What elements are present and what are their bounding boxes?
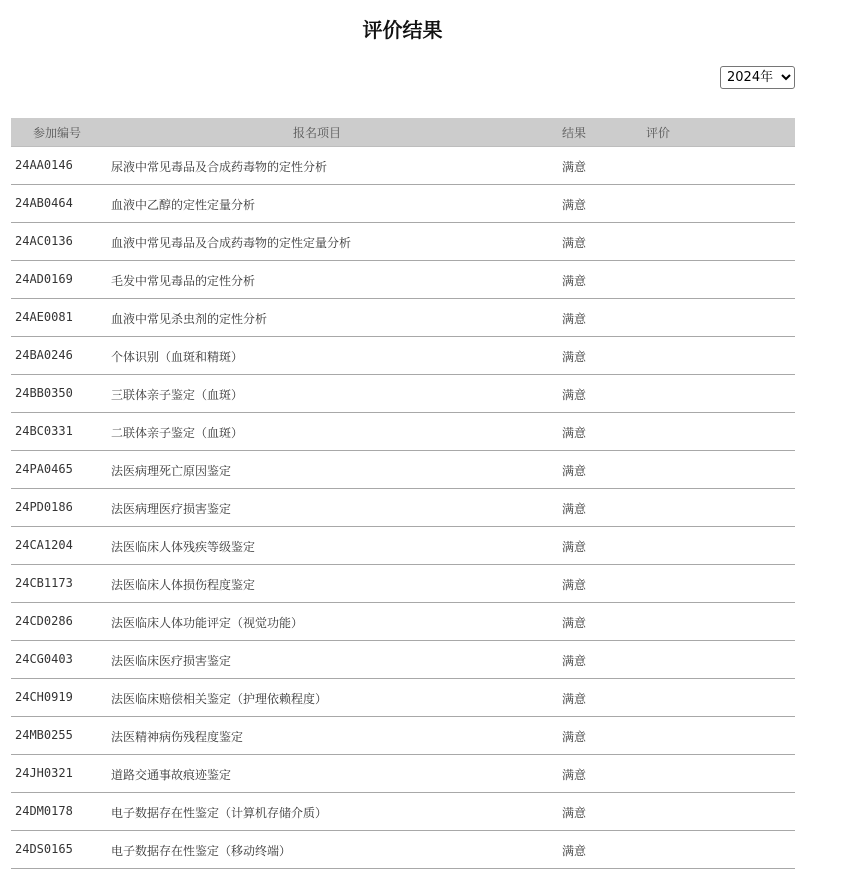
cell-project: 道路交通事故痕迹鉴定 [111, 768, 232, 782]
cell-result: 满意 [562, 502, 587, 516]
header-project: 报名项目 [293, 126, 342, 140]
cell-project: 法医临床人体残疾等级鉴定 [111, 540, 256, 554]
cell-project: 血液中常见毒品及合成药毒物的定性定量分析 [111, 236, 352, 250]
cell-project: 毛发中常见毒品的定性分析 [111, 274, 256, 288]
cell-project: 二联体亲子鉴定（血斑） [111, 426, 244, 440]
cell-project: 电子数据存在性鉴定（移动终端） [111, 844, 292, 858]
table-row [11, 261, 795, 299]
header-result: 结果 [562, 126, 587, 140]
cell-id: 24CA1204 [15, 538, 73, 552]
table-row [11, 375, 795, 413]
cell-id: 24DS0165 [15, 842, 73, 856]
table-row [11, 603, 795, 641]
cell-id: 24CG0403 [15, 652, 73, 666]
cell-project: 法医临床人体损伤程度鉴定 [111, 578, 256, 592]
cell-result: 满意 [562, 198, 587, 212]
table-row [11, 413, 795, 451]
table-row [11, 489, 795, 527]
cell-id: 24CD0286 [15, 614, 73, 628]
cell-result: 满意 [562, 388, 587, 402]
cell-project: 法医精神病伤残程度鉴定 [111, 730, 244, 744]
cell-id: 24BC0331 [15, 424, 73, 438]
cell-id: 24CB1173 [15, 576, 73, 590]
table-row [11, 831, 795, 869]
cell-result: 满意 [562, 806, 587, 820]
table-row [11, 793, 795, 831]
cell-project: 法医病理死亡原因鉴定 [111, 464, 232, 478]
cell-id: 24PA0465 [15, 462, 73, 476]
cell-result: 满意 [562, 692, 587, 706]
cell-project: 血液中常见杀虫剂的定性分析 [111, 312, 268, 326]
page-title: 评价结果 [362, 18, 443, 42]
cell-result: 满意 [562, 312, 587, 326]
cell-result: 满意 [562, 844, 587, 858]
cell-result: 满意 [562, 768, 587, 782]
table-body [11, 147, 795, 869]
cell-result: 满意 [562, 160, 587, 174]
year-select[interactable] [720, 66, 795, 89]
cell-id: 24AD0169 [15, 272, 73, 286]
cell-result: 满意 [562, 616, 587, 630]
cell-id: 24AC0136 [15, 234, 73, 248]
table-row [11, 527, 795, 565]
cell-project: 尿液中常见毒品及合成药毒物的定性分析 [111, 160, 328, 174]
cell-project: 血液中乙醇的定性定量分析 [111, 198, 256, 212]
results-table [11, 118, 795, 869]
cell-id: 24BB0350 [15, 386, 73, 400]
cell-id: 24AE0081 [15, 310, 73, 324]
cell-result: 满意 [562, 236, 587, 250]
table-row [11, 147, 795, 185]
cell-project: 个体识别（血斑和精斑） [111, 350, 244, 364]
table-row [11, 565, 795, 603]
cell-result: 满意 [562, 274, 587, 288]
cell-project: 法医病理医疗损害鉴定 [111, 502, 232, 516]
header-evaluation: 评价 [646, 126, 671, 140]
cell-result: 满意 [562, 578, 587, 592]
table-row [11, 299, 795, 337]
table-row [11, 337, 795, 375]
cell-id: 24BA0246 [15, 348, 73, 362]
cell-project: 三联体亲子鉴定（血斑） [111, 388, 244, 402]
cell-project: 电子数据存在性鉴定（计算机存储介质） [111, 806, 328, 820]
cell-id: 24AB0464 [15, 196, 73, 210]
table-row [11, 451, 795, 489]
cell-id: 24MB0255 [15, 728, 73, 742]
cell-project: 法医临床人体功能评定（视觉功能） [111, 616, 304, 630]
cell-id: 24AA0146 [15, 158, 73, 172]
table-row [11, 755, 795, 793]
cell-id: 24PD0186 [15, 500, 73, 514]
table-header [11, 118, 795, 147]
cell-result: 满意 [562, 464, 587, 478]
cell-result: 满意 [562, 426, 587, 440]
cell-id: 24CH0919 [15, 690, 73, 704]
cell-project: 法医临床赔偿相关鉴定（护理依赖程度） [111, 692, 328, 706]
header-id: 参加编号 [33, 126, 82, 140]
table-row [11, 185, 795, 223]
table-row [11, 717, 795, 755]
cell-result: 满意 [562, 654, 587, 668]
cell-id: 24JH0321 [15, 766, 73, 780]
cell-id: 24DM0178 [15, 804, 73, 818]
cell-result: 满意 [562, 540, 587, 554]
table-row [11, 679, 795, 717]
table-row [11, 641, 795, 679]
cell-result: 满意 [562, 730, 587, 744]
cell-result: 满意 [562, 350, 587, 364]
cell-project: 法医临床医疗损害鉴定 [111, 654, 232, 668]
table-row [11, 223, 795, 261]
